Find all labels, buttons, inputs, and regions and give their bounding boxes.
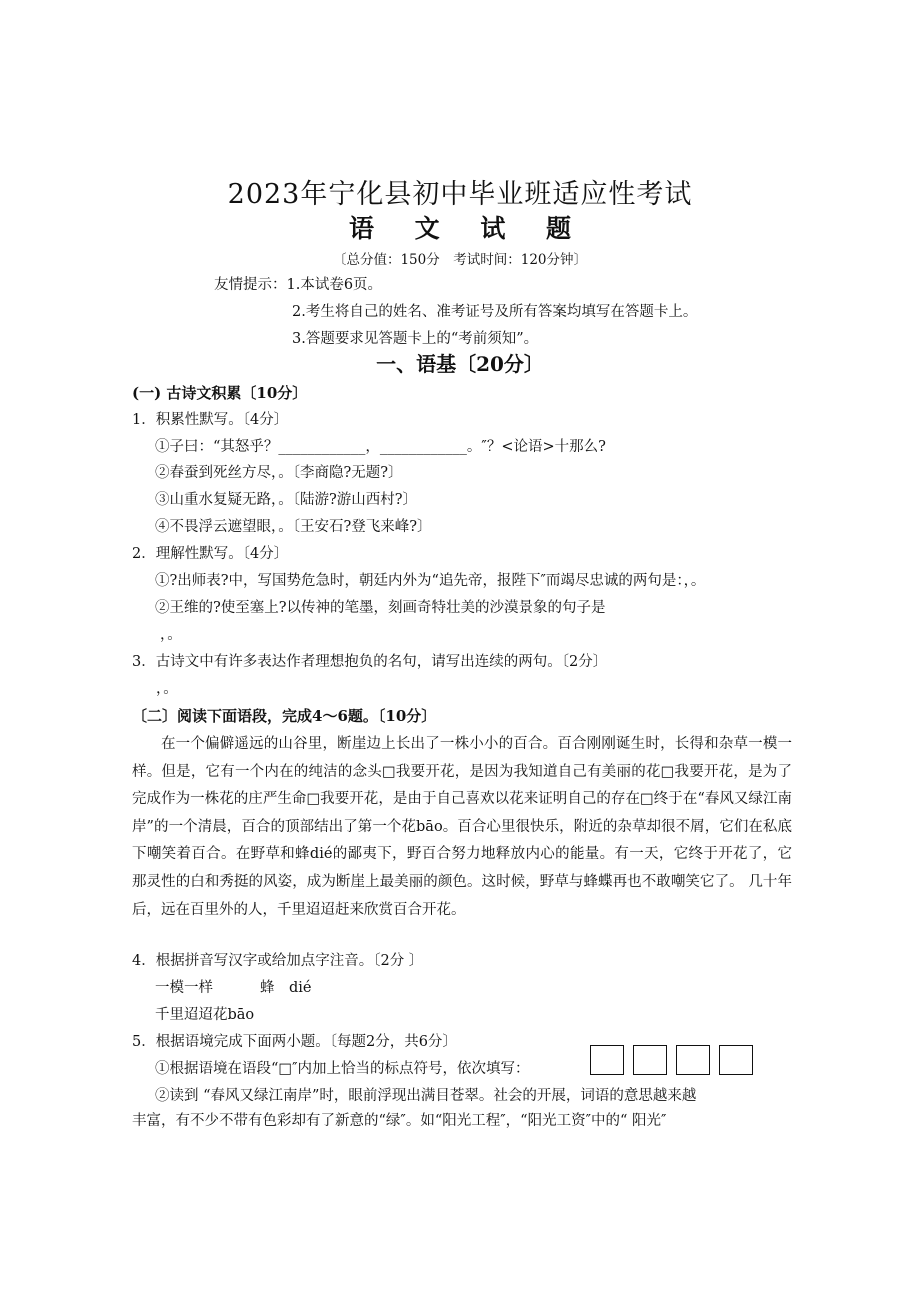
question-1-stem: 1．积累性默写。〔4分〕 (132, 412, 289, 428)
part2-heading: 〔二〕阅读下面语段，完成4～6题。〔10分〕 (132, 707, 437, 725)
question-2-stem: 2．理解性默写。〔4分〕 (132, 546, 289, 562)
question-4-word: 蜂 dié (260, 980, 312, 996)
answer-boxes (590, 1045, 762, 1077)
answer-box[interactable] (590, 1045, 624, 1075)
question-3-answer: ，。 (156, 681, 178, 697)
question-1-item: ④不畏浮云遮望眼，。〔王安石?登飞来峰?〕 (155, 519, 432, 535)
exam-meta: 〔总分值：150分 考试时间：120分钟〕 (332, 252, 588, 268)
section-heading: 一、语基〔20分〕 (376, 352, 544, 376)
tip-item: 3.答题要求见答题卡上的“考前须知”。 (292, 331, 539, 347)
part1-heading: (一) 古诗文积累〔10分〕 (132, 384, 308, 402)
reading-passage: 在一个偏僻遥远的山谷里，断崖边上长出了一株小小的百合。百合刚刚诞生时，长得和杂草一模一样。但是，它有一个内在的纯洁的念头□我要开花，是因为我知道自己有美丽的花□我要开花，是为了完成作为一株花的庄严生命□我要开花，是由于自己喜欢以花来证明自己的存在□终于在“春风又绿江南岸”的一个清晨，百合的顶部结出了第一个花bāo。百合心里很快乐，附近的杂草却很不屑，它们在私底下嘲笑着百合。在野草和蜂dié的鄙夷下，野百合努力地释放内心的能量。有一天，它终于开花了，它那灵性的白和秀挺的风姿，成为断崖上最美丽的颜色。这时候，野草与蜂蝶再也不敢嘲笑它了。 几十年后，远在百里外的人，千里迢迢赶来欣赏百合开花。 (132, 736, 792, 918)
question-5-item-2: 丰富，有不少不带有色彩却有了新意的“绿″。如“阳光工程″，“阳光工资″中的“ 阳光″ (132, 1113, 667, 1129)
answer-box[interactable] (676, 1045, 710, 1075)
question-1-item: ③山重水复疑无路，。〔陆游?游山西村?〕 (155, 492, 418, 508)
question-5-stem: 5．根据语境完成下面两小题。〔每题2分，共6分〕 (132, 1034, 457, 1050)
question-4-stem: 4．根据拼音写汉字或给加点字注音。〔2分 〕 (132, 953, 424, 969)
tips-label: 友情提示： (214, 277, 287, 293)
question-2-item: ①?出师表?中，写国势危急时，朝廷内外为“追先帝，报陛下″而竭尽忠诚的两句是：，。 (155, 573, 706, 589)
exam-subtitle: 语 文 试 题 (348, 214, 588, 243)
question-5-item-2: ②读到 “春风又绿江南岸”时，眼前浮现出满目苍翠。社会的开展，词语的意思越来越 (155, 1088, 697, 1104)
question-2-item: ，。 (160, 627, 182, 643)
question-5-item-1: ①根据语境在语段“□″内加上恰当的标点符号，依次填写： (155, 1061, 530, 1077)
question-4-word: 一模一样 (155, 980, 213, 996)
answer-box[interactable] (719, 1045, 753, 1075)
exam-title: 2023年宁化县初中毕业班适应性考试 (227, 179, 693, 210)
question-2-item: ②王维的?使至塞上?以传神的笔墨，刻画奇特壮美的沙漠景象的句子是 (155, 600, 606, 616)
question-1-item: ②春蚕到死丝方尽，。〔李商隐?无题?〕 (155, 465, 403, 481)
tips-first-line (214, 275, 382, 295)
question-4-word: 千里迢迢花bāo (155, 1007, 255, 1023)
answer-box[interactable] (633, 1045, 667, 1075)
tip-item: 1.本试卷6页。 (286, 277, 383, 293)
question-3-stem: 3．古诗文中有许多表达作者理想抱负的名句，请写出连续的两句。〔2分〕 (132, 654, 608, 670)
question-1-item: ①子曰：“其怒乎？____________，____________。″？<论语>十那么? (155, 439, 606, 455)
tip-item: 2.考生将自己的姓名、准考证号及所有答案均填写在答题卡上。 (292, 304, 698, 320)
